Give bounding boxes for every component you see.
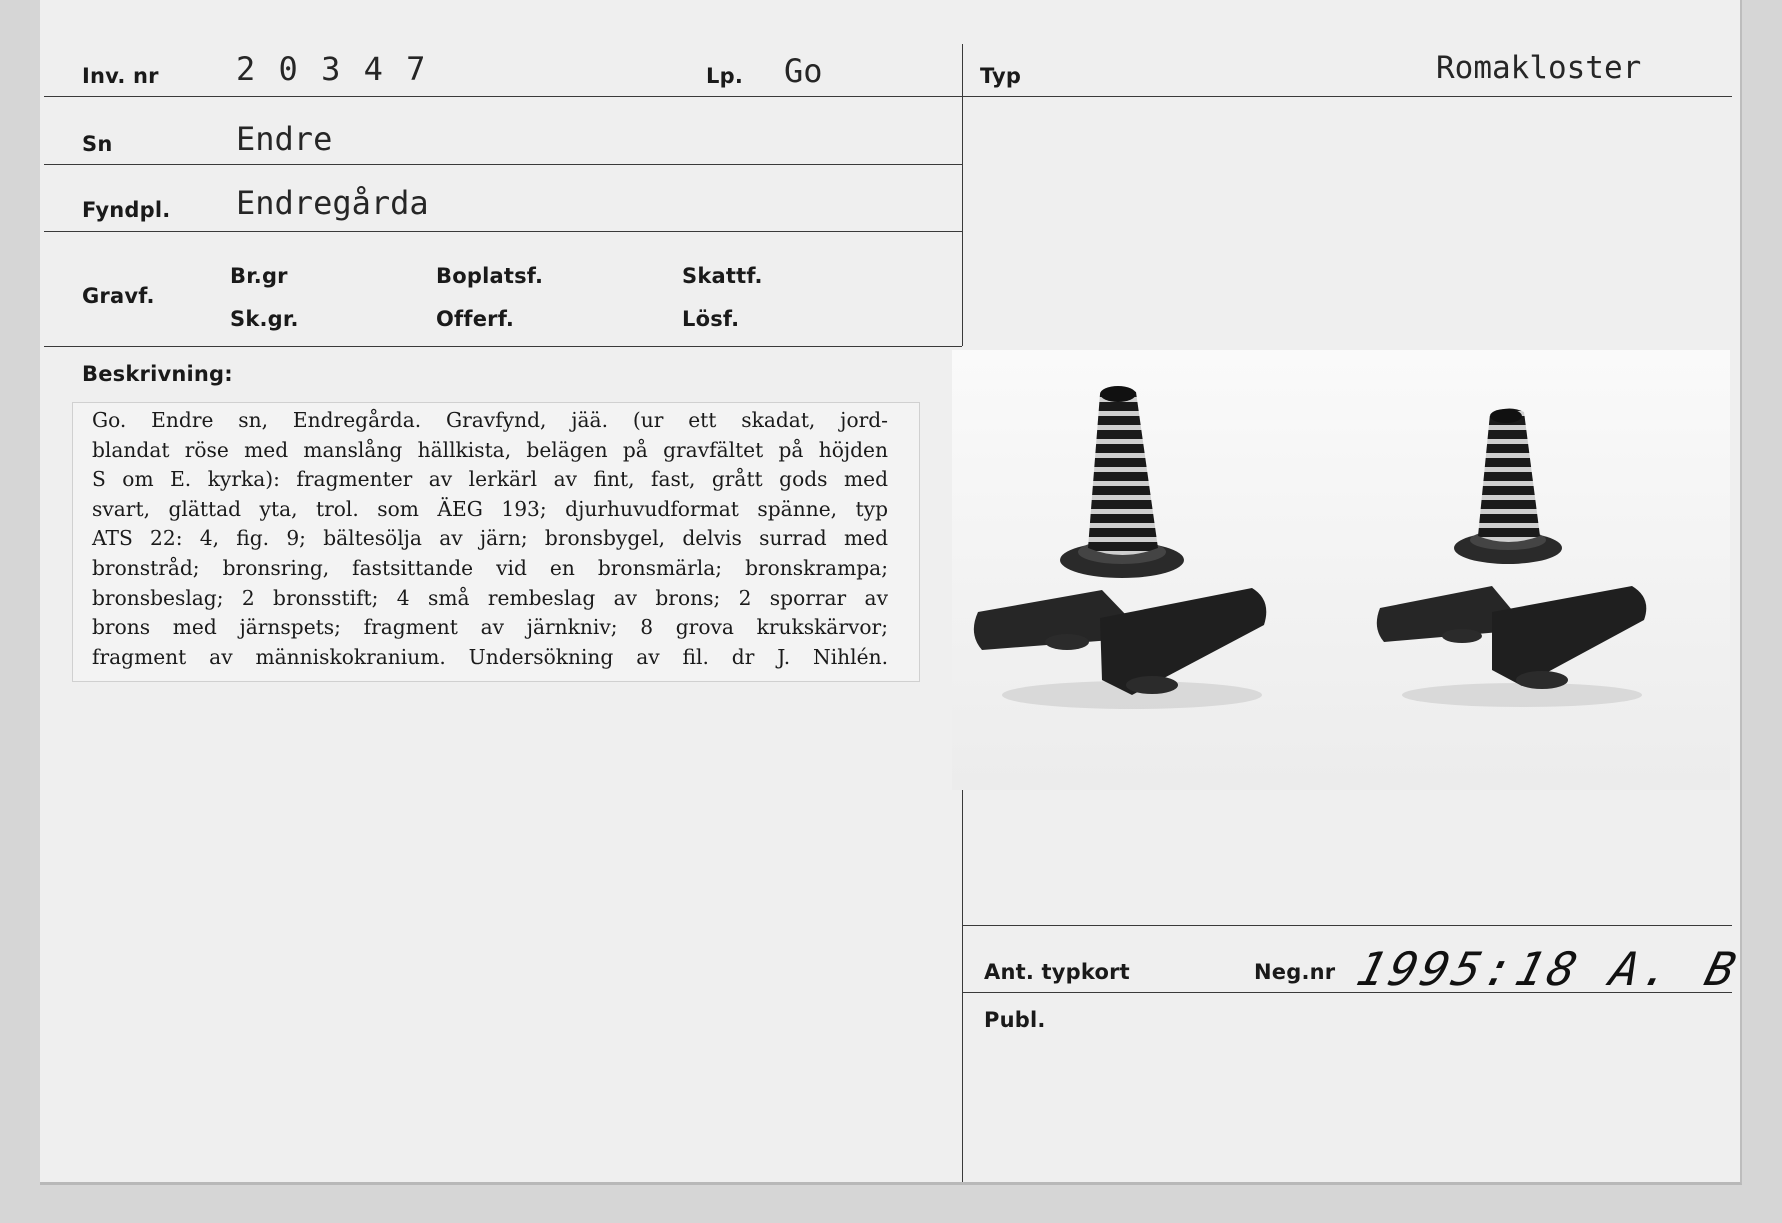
ant-typkort-label: Ant. typkort [984,960,1130,984]
rule-gravf [44,346,962,347]
column-divider-bottom [962,790,963,1182]
publ-label: Publ. [984,1008,1046,1032]
rule-sn [44,164,962,165]
rule-inv [44,96,962,97]
description-line: fragment av människokranium. Undersökning av fil. dr J. Nihlén. [92,644,888,669]
fyndpl-label: Fyndpl. [82,198,171,222]
rule-ant-typkort-top [962,925,1732,926]
column-divider-top [962,44,963,346]
description-line: Go. Endre sn, Endregårda. Gravfynd, jää. (ur ett skadat, jord- [92,408,888,432]
inv-nr-label: Inv. nr [82,64,159,88]
sn-label: Sn [82,132,113,156]
negnr-value: 1995:18 A. B [1351,942,1746,996]
description-line: brons med järnspets; fragment av järnkniv; 8 grova krukskärvor; [92,615,888,640]
rule-typ [962,96,1732,97]
typ-value: Romakloster [1436,50,1642,86]
gravf-label: Gravf. [82,284,155,308]
typ-label: Typ [980,64,1022,88]
negnr-label: Neg.nr [1254,960,1336,984]
description-line: bronsbeslag; 2 bronsstift; 4 små rembeslag av brons; 2 sporrar av [92,585,888,610]
beskrivning-label: Beskrivning: [82,362,233,386]
brgr-label: Br.gr [230,264,288,288]
sn-value: Endre [236,120,333,158]
description-line: blandat röse med manslång hällkista, belägen på gravfältet på höjden [92,437,888,462]
spurs-image [952,350,1730,790]
lp-value: Go [784,52,823,90]
description-line: ATS 22: 4, fig. 9; bältesölja av järn; bronsbygel, delvis surrad med [92,526,888,551]
description-line: S om E. kyrka): fragmenter av lerkärl av fint, fast, grått gods med [92,467,888,492]
artifact-photo [952,350,1730,790]
lp-label: Lp. [706,64,743,88]
boplatsf-label: Boplatsf. [436,264,544,288]
skgr-label: Sk.gr. [230,307,299,331]
skattf-label: Skattf. [682,264,763,288]
description-line: svart, glättad yta, trol. som ÄEG 193; djurhuvudformat spänne, typ [92,496,888,521]
offerf-label: Offerf. [436,307,515,331]
description-line: bronstråd; bronsring, fastsittande vid en bronsmärla; bronskrampa; [92,555,888,580]
fyndpl-value: Endregårda [236,184,429,222]
inv-nr-value: 2 0 3 4 7 [236,50,428,88]
rule-fyndpl [44,231,962,232]
description-text [92,406,888,672]
losf-label: Lösf. [682,307,740,331]
